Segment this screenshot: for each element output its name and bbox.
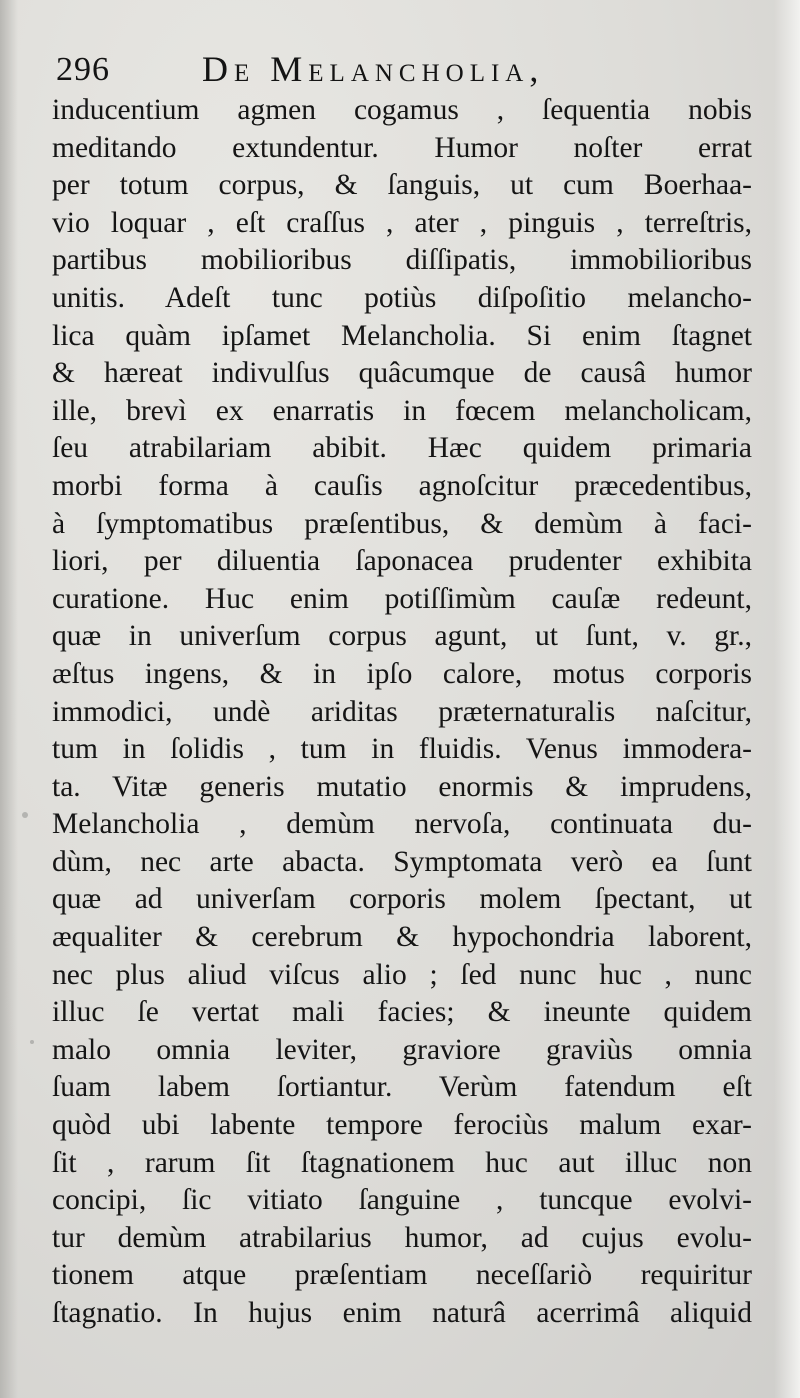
- text-line: quæ in univerſum corpus agunt, ut ſunt, v. gr.,: [52, 620, 752, 653]
- page-number: 296: [56, 51, 110, 88]
- text-line: inducentium agmen cogamus , ſequentia nobis: [52, 94, 752, 126]
- body-text: [52, 92, 752, 1333]
- page-header: [52, 44, 752, 96]
- text-line: à ſymptomatibus præſentibus, & demùm à faci-: [52, 507, 752, 540]
- text-line: unitis. Adeſt tunc potiùs diſpoſitio melancho-: [52, 281, 752, 314]
- text-line: æſtus ingens, & in ipſo calore, motus corporis: [52, 657, 752, 690]
- text-line: Melancholia , demùm nervoſa, continuata du-: [52, 808, 752, 841]
- paper-speck: [30, 1040, 34, 1044]
- text-line: lica quàm ipſamet Melancholia. Si enim ſtagnet: [52, 319, 752, 352]
- text-line: malo omnia leviter, graviore graviùs omnia: [52, 1033, 752, 1066]
- text-line: æqualiter & cerebrum & hypochondria laborent,: [52, 921, 752, 954]
- text-line: per totum corpus, & ſanguis, ut cum Boerhaa-: [52, 169, 752, 202]
- text-line: meditando extundentur. Humor noſter errat: [52, 131, 752, 164]
- text-line: tionem atque præſentiam neceſſariò requiritur: [52, 1259, 752, 1292]
- text-line: dùm, nec arte abacta. Symptomata verò ea ſunt: [52, 845, 752, 878]
- page-gutter-shadow: [0, 0, 18, 1398]
- text-line: illuc ſe vertat mali facies; & ineunte quidem: [52, 996, 752, 1029]
- paper-speck: [22, 812, 28, 818]
- text-line: quòd ubi labente tempore ferociùs malum exar-: [52, 1109, 752, 1142]
- text-line: ſit , rarum ſit ſtagnationem huc aut illuc non: [52, 1146, 752, 1179]
- text-line: nec plus aliud viſcus alio ; ſed nunc huc , nunc: [52, 958, 752, 991]
- text-line: curatione. Huc enim potiſſimùm cauſæ redeunt,: [52, 582, 752, 615]
- text-line: vio loquar , eſt craſſus , ater , pinguis , terreſtris,: [52, 206, 752, 239]
- running-head: De Melancholia,: [202, 49, 545, 89]
- text-line: ille, brevì ex enarratis in fœcem melancholicam,: [52, 394, 752, 427]
- text-line: tur demùm atrabilarius humor, ad cujus evolu-: [52, 1221, 752, 1254]
- text-line: ſtagnatio. In hujus enim naturâ acerrimâ aliquid: [52, 1297, 752, 1329]
- text-line: partibus mobilioribus diſſipatis, immobilioribus: [52, 244, 752, 277]
- text-line: immodici, undè ariditas præternaturalis naſcitur,: [52, 695, 752, 728]
- text-line: ta. Vitæ generis mutatio enormis & imprudens,: [52, 770, 752, 803]
- text-line: ſeu atrabilariam abibit. Hæc quidem primaria: [52, 432, 752, 465]
- page-edge-highlight: [774, 0, 800, 1398]
- text-line: ſuam labem ſortiantur. Verùm fatendum eſt: [52, 1071, 752, 1104]
- text-line: quæ ad univerſam corporis molem ſpectant, ut: [52, 883, 752, 916]
- text-line: tum in ſolidis , tum in fluidis. Venus immodera-: [52, 733, 752, 766]
- text-line: liori, per diluentia ſaponacea prudenter exhibita: [52, 545, 752, 578]
- text-line: morbi forma à cauſis agnoſcitur præcedentibus,: [52, 469, 752, 502]
- text-line: & hæreat indivulſus quâcumque de causâ humor: [52, 357, 752, 390]
- text-line: concipi, ſic vitiato ſanguine , tuncque evolvi-: [52, 1184, 752, 1217]
